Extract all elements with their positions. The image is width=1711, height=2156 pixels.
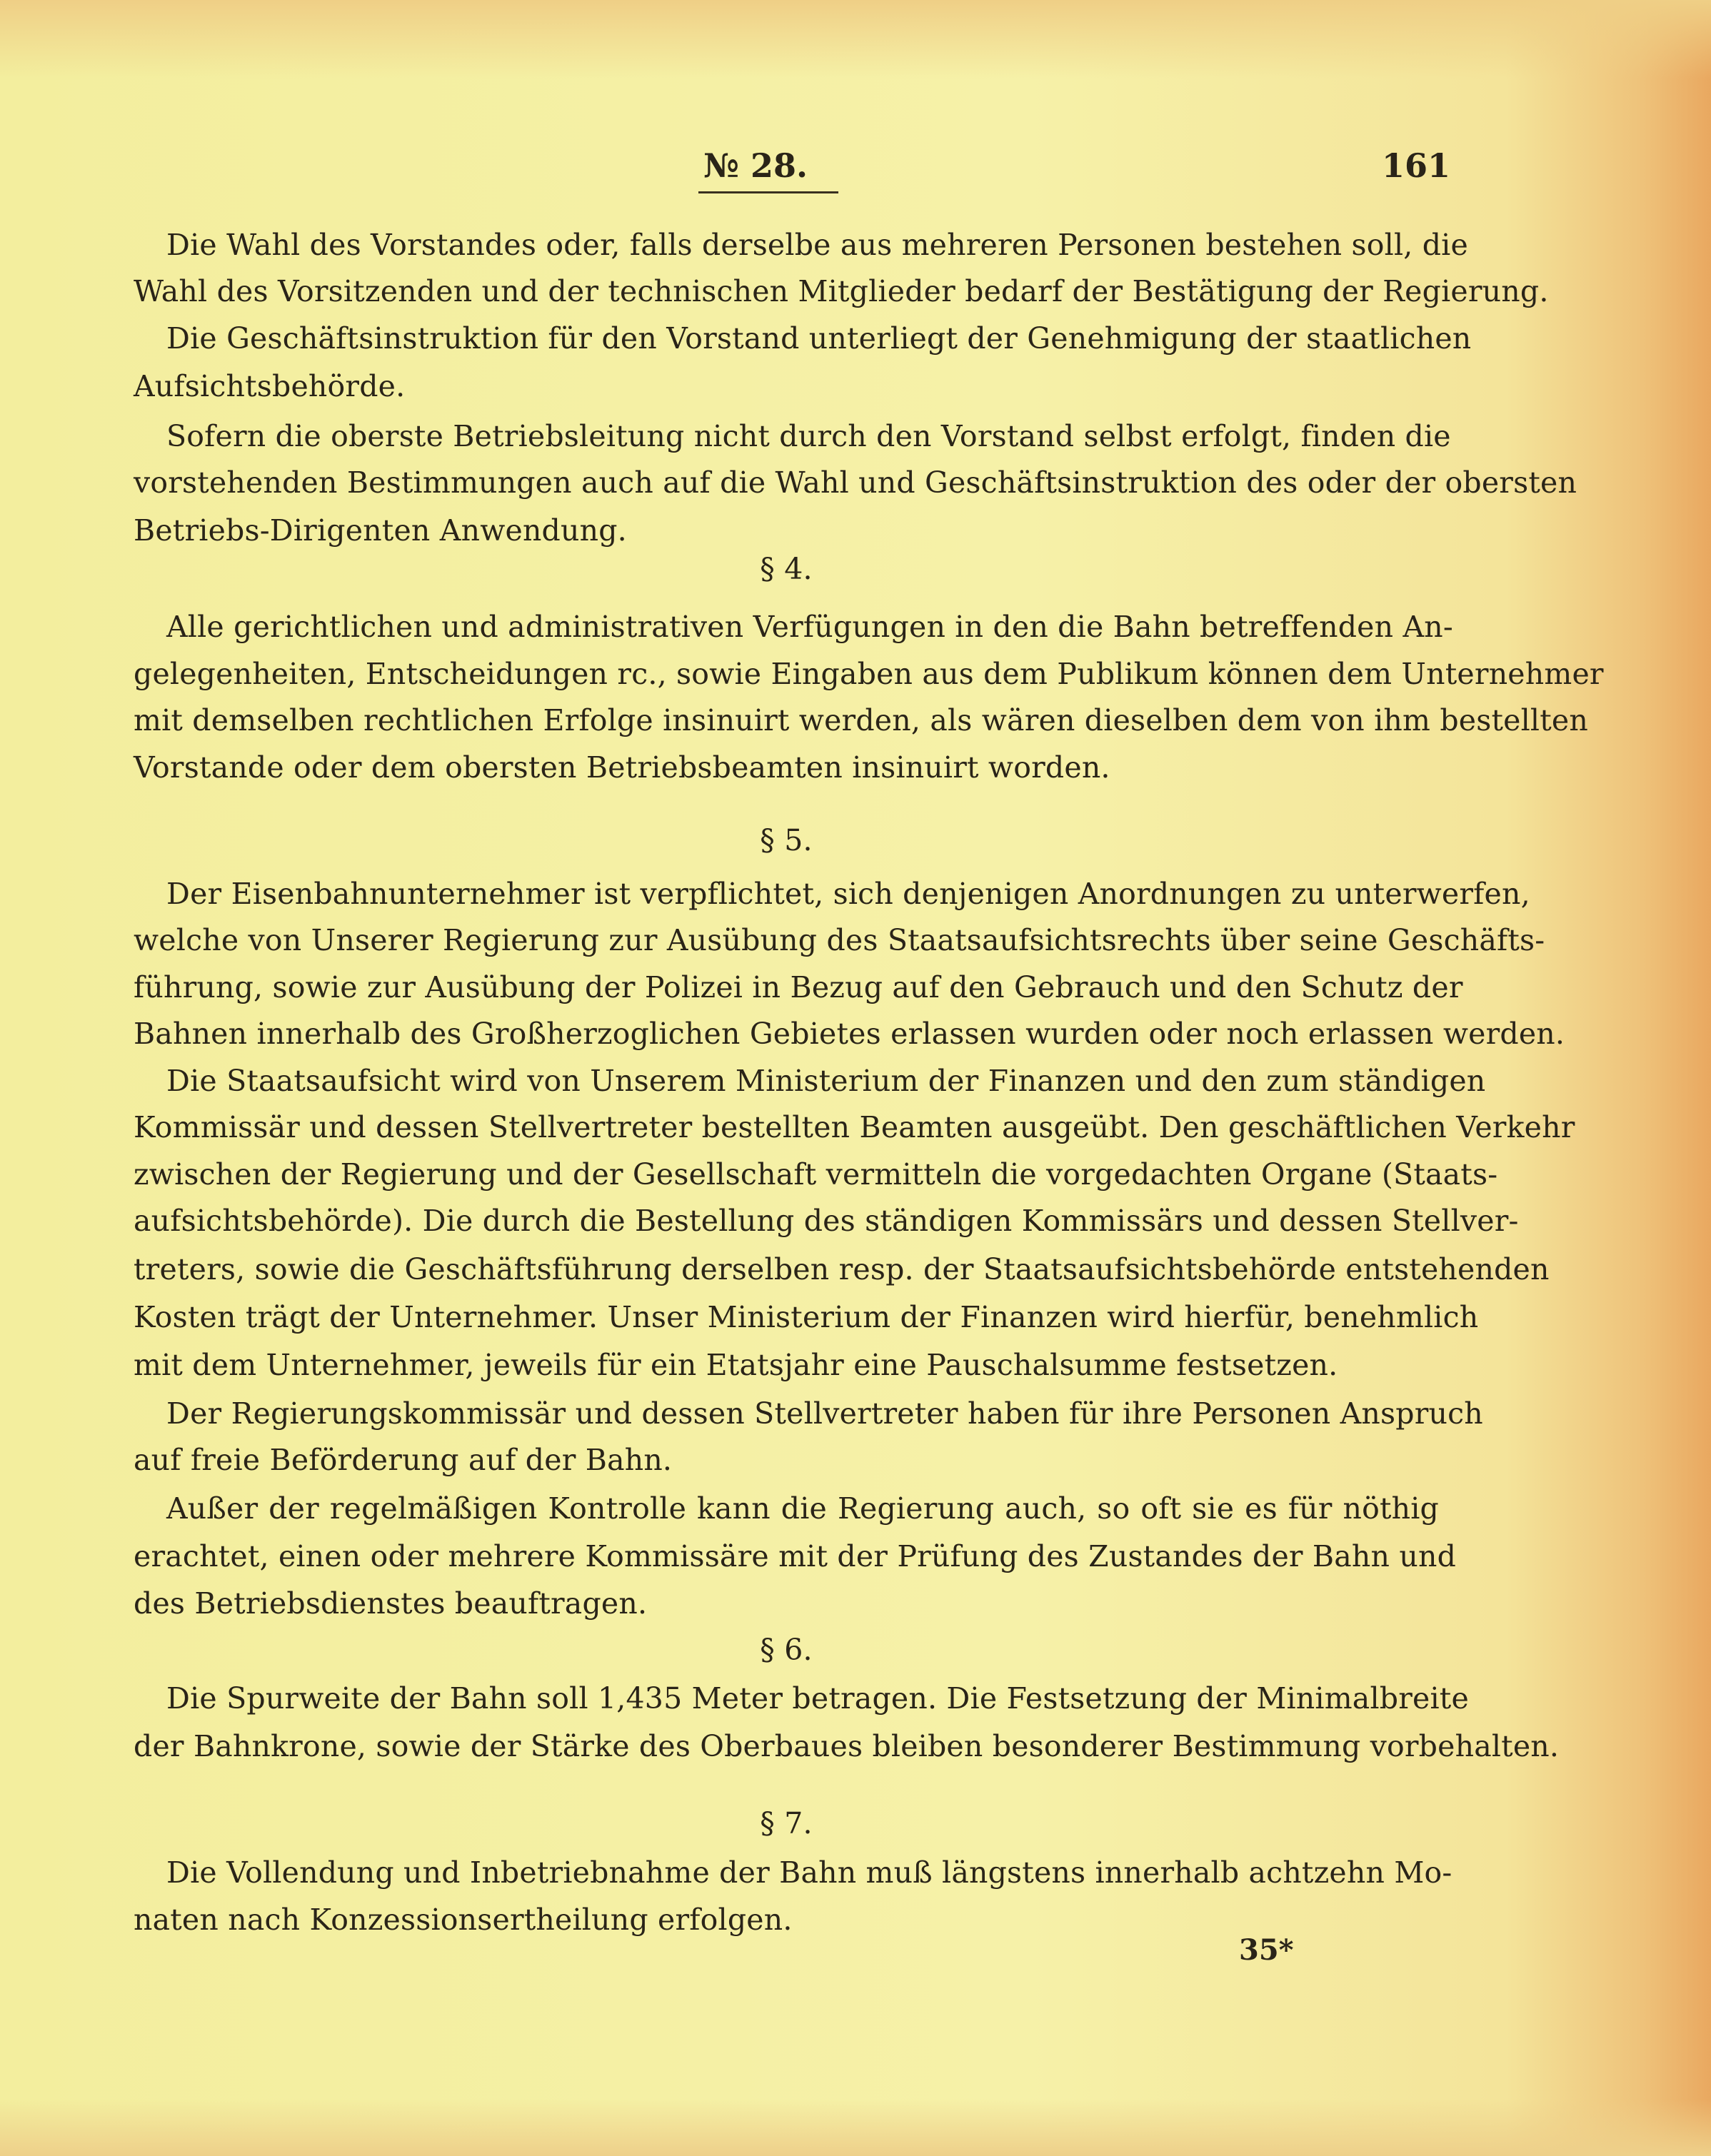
section-heading: § 6. (760, 1633, 813, 1667)
text-line: Die Staatsaufsicht wird von Unserem Ministerium der Finanzen und den zum ständigen (166, 1064, 1486, 1098)
text-line: Betriebs-Dirigenten Anwendung. (134, 513, 627, 548)
text-line: vorstehenden Bestimmungen auch auf die Wahl und Geschäftsinstruktion des oder der obersten (134, 465, 1577, 500)
text-line: Die Spurweite der Bahn soll 1,435 Meter betragen. Die Festsetzung der Minimalbreite (166, 1681, 1469, 1716)
section-heading: § 4. (760, 552, 813, 586)
text-line: Vorstande oder dem obersten Betriebsbeamten insinuirt worden. (134, 750, 1110, 785)
text-line: führung, sowie zur Ausübung der Polizei in Bezug auf den Gebrauch und den Schutz der (134, 970, 1463, 1004)
text-line: auf freie Beförderung auf der Bahn. (134, 1443, 673, 1477)
text-line: des Betriebsdienstes beauftragen. (134, 1586, 648, 1621)
page-number: 161 (1382, 146, 1451, 185)
text-line: gelegenheiten, Entscheidungen rc., sowie Eingaben aus dem Publikum können dem Unternehmer (134, 657, 1604, 691)
text-line: Die Vollendung und Inbetriebnahme der Bahn muß längstens innerhalb achtzehn Mo- (166, 1855, 1452, 1890)
text-line: naten nach Konzessionsertheilung erfolgen. (134, 1903, 793, 1937)
text-line: Bahnen innerhalb des Großherzoglichen Gebietes erlassen wurden oder noch erlassen werden. (134, 1017, 1565, 1051)
text-line: Die Wahl des Vorstandes oder, falls derselbe aus mehreren Personen bestehen soll, die (166, 228, 1468, 262)
header-rule (698, 191, 838, 193)
text-line: mit demselben rechtlichen Erfolge insinuirt werden, als wären dieselben dem von ihm bestellten (134, 703, 1588, 737)
text-line: Der Eisenbahnunternehmer ist verpflichtet, sich denjenigen Anordnungen zu unterwerfen, (166, 877, 1530, 911)
issue-number: № 28. (703, 146, 808, 185)
text-line: Kosten trägt der Unternehmer. Unser Ministerium der Finanzen wird hierfür, benehmlich (134, 1300, 1479, 1334)
text-line: welche von Unserer Regierung zur Ausübung des Staatsaufsichtsrechts über seine Geschäfts- (134, 923, 1545, 957)
text-line: Wahl des Vorsitzenden und der technischen Mitglieder bedarf der Bestätigung der Regierung. (134, 274, 1549, 308)
section-heading: § 7. (760, 1806, 813, 1840)
text-line: Sofern die oberste Betriebsleitung nicht durch den Vorstand selbst erfolgt, finden die (166, 419, 1451, 453)
page-edge-shading (0, 0, 1711, 79)
text-line: erachtet, einen oder mehrere Kommissäre mit der Prüfung des Zustandes der Bahn und (134, 1539, 1457, 1573)
text-line: Außer der regelmäßigen Kontrolle kann die Regierung auch, so oft sie es für nöthig (166, 1491, 1439, 1526)
text-line: aufsichtsbehörde). Die durch die Bestellung des ständigen Kommissärs und dessen Stellver- (134, 1204, 1519, 1238)
section-heading: § 5. (760, 823, 813, 857)
text-line: Die Geschäftsinstruktion für den Vorstand unterliegt der Genehmigung der staatlichen (166, 321, 1472, 356)
text-line: Alle gerichtlichen und administrativen Verfügungen in den die Bahn betreffenden An- (166, 610, 1453, 644)
text-line: mit dem Unternehmer, jeweils für ein Etatsjahr eine Pauschalsumme festsetzen. (134, 1348, 1338, 1382)
text-line: der Bahnkrone, sowie der Stärke des Oberbaues bleiben besonderer Bestimmung vorbehalten. (134, 1729, 1560, 1763)
text-line: Aufsichtsbehörde. (134, 369, 406, 403)
text-line: treters, sowie die Geschäftsführung derselben resp. der Staatsaufsichtsbehörde entstehenden (134, 1252, 1550, 1286)
text-line: Der Regierungskommissär und dessen Stellvertreter haben für ihre Personen Anspruch (166, 1396, 1483, 1431)
page-edge-shading-bottom (0, 2099, 1711, 2156)
text-line: Kommissär und dessen Stellvertreter bestellten Beamten ausgeübt. Den geschäftlichen Verkehr (134, 1110, 1575, 1144)
signature-mark: 35* (1239, 1933, 1294, 1967)
text-line: zwischen der Regierung und der Gesellschaft vermitteln die vorgedachten Organe (Staats- (134, 1157, 1498, 1192)
